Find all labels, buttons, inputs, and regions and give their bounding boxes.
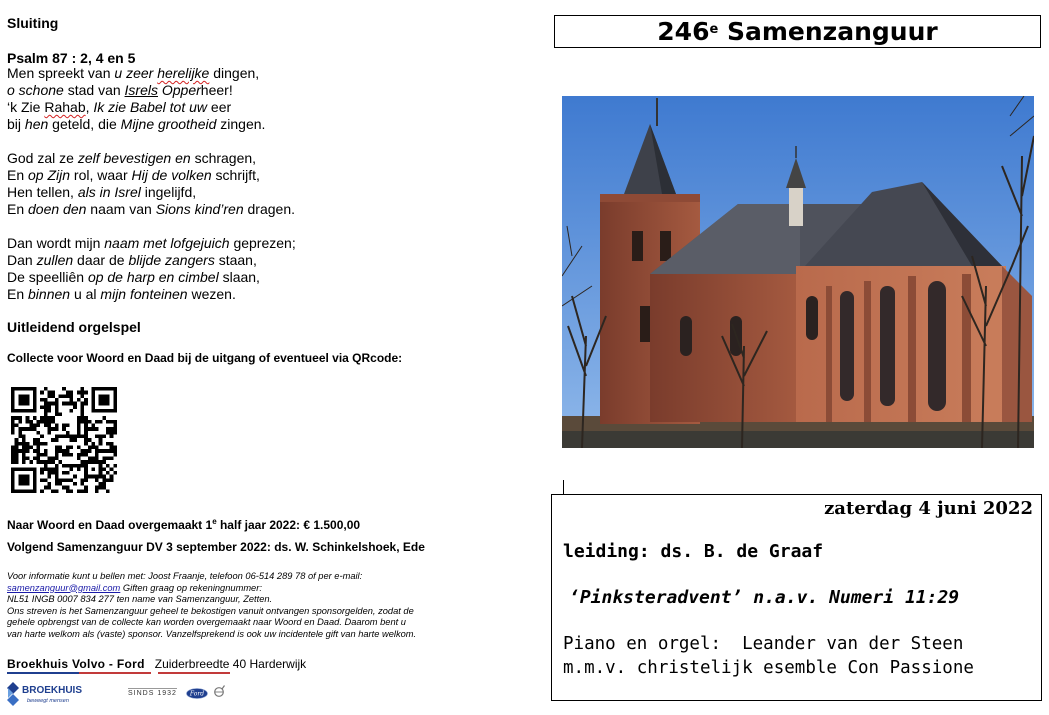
psalm-line (7, 99, 265, 116)
psalm-segment: rol, waar (70, 167, 132, 183)
psalm-segment: geteld, die (48, 116, 121, 132)
psalm-segment: Dan wordt mijn (7, 235, 105, 251)
overgemaakt-sup: e (212, 517, 217, 526)
psalm-segment: Hij de volken (131, 167, 212, 183)
info-block (7, 571, 416, 640)
psalm-segment: geprezen; (229, 235, 296, 251)
psalm-segment: heer! (200, 82, 233, 98)
info-line-3: NL51 INGB 0007 834 277 ten name van Samenzanguur, Zetten. (7, 594, 273, 604)
psalm-segment: naam met lofgejuich (104, 235, 230, 251)
psalm-line (7, 286, 296, 303)
overgemaakt-pre: Naar Woord en Daad overgemaakt 1 (7, 518, 213, 532)
sponsor-line (7, 657, 306, 671)
qr-code-graphic (11, 387, 117, 493)
psalm-segment: binnen (28, 286, 71, 302)
psalm-segment: Sions kind’ren (155, 201, 244, 217)
ford-logo-graphic (186, 688, 208, 699)
info-line-1: Voor informatie kunt u bellen met: Joost Fraanje, telefoon 06-514 289 78 of per e-mail: (7, 571, 363, 581)
info-line-4: Ons streven is het Samenzanguur geheel te bekostigen vanuit ontvangen sponsorgelden, zodat de (7, 605, 414, 616)
psalm-line (7, 201, 295, 218)
psalm-segment: o schone (7, 82, 64, 98)
heading-orgelspel: Uitleidend orgelspel (7, 319, 141, 335)
broekhuis-text: BROEKHUIS (22, 685, 83, 696)
service-music (563, 632, 974, 680)
music-line-1: Piano en orgel: Leander van der Steen (563, 634, 964, 654)
psalm-line (7, 116, 265, 133)
info-line-5: gehele opbrengst van de collecte kan worden overgemaakt naar Woord en Daad. Daarom bent u (7, 617, 406, 627)
psalm-line (7, 65, 265, 82)
ford-logo-icon (186, 686, 208, 697)
psalm-segment: u al (70, 286, 101, 302)
psalm-segment: blijde zangers (128, 252, 215, 268)
psalm-segment: schragen, (190, 150, 257, 166)
psalm-segment: Rahab (44, 99, 86, 115)
psalm-segment: hen (24, 116, 49, 132)
church-photo (562, 96, 1034, 448)
service-theme: ‘Pinksteradvent’ n.a.v. Numeri 11:29 (569, 587, 960, 608)
volgend-samenzanguur: Volgend Samenzanguur DV 3 september 2022: ds. W. Schinkelshoek, Ede (7, 540, 425, 554)
service-info-box (551, 494, 1042, 701)
divider-mark (563, 480, 564, 494)
email-link[interactable]: samenzanguur@gmail.com (7, 582, 121, 593)
psalm-segment: Ik zie Babel tot uw (93, 99, 208, 115)
psalm-segment: op Zijn (28, 167, 71, 183)
psalm-segment: u zeer (114, 65, 158, 81)
psalm-segment: , (85, 99, 94, 115)
heading-sluiting: Sluiting (7, 15, 59, 31)
psalm-segment: naam van (86, 201, 156, 217)
info-line-6: van harte welkom als (vaste) sponsor. Vanzelfsprekend is ook uw incidentele gift van harte welkom. (7, 628, 417, 639)
psalm-segment: Men spreekt van (7, 65, 115, 81)
psalm-segment: De speelliên (7, 269, 88, 285)
psalm-title: Psalm 87 : 2, 4 en 5 (7, 50, 136, 66)
collecte-text: Collecte voor Woord en Daad bij de uitgang of eventueel via QRcode: (7, 351, 403, 365)
psalm-segment: Dan (7, 252, 37, 268)
psalm-segment: eer (207, 99, 232, 115)
psalm-segment: mijn fonteinen (100, 286, 188, 302)
psalm-segment: schrijft, (211, 167, 260, 183)
psalm-segment: stad van (63, 82, 125, 98)
psalm-segment: bij (7, 116, 25, 132)
psalm-segment: doen den (28, 201, 87, 217)
info-line-2-post: Giften graag op rekeningnummer: (120, 582, 262, 593)
ford-text: Ford (189, 690, 205, 698)
broekhuis-tagline: beweegt mensen (27, 698, 69, 704)
info-line-2 (7, 583, 416, 595)
church-illustration (562, 96, 1034, 448)
sponsor-address: Zuiderbreedte 40 Harderwijk (154, 657, 307, 671)
psalm-segment: ingelijfd, (140, 184, 197, 200)
psalm-segment: En (7, 201, 29, 217)
psalm-segment: Opper (161, 82, 201, 98)
psalm-segment: als in Isrel (77, 184, 141, 200)
psalm-segment: dingen, (209, 65, 260, 81)
page-title (554, 15, 1041, 48)
psalm-line (7, 269, 296, 286)
title-sup: e (709, 22, 719, 37)
sponsor-underline (7, 672, 151, 674)
psalm-stanza-1 (7, 65, 265, 133)
broekhuis-logo-icon (7, 680, 97, 708)
psalm-segment: wezen. (187, 286, 236, 302)
psalm-segment: God zal ze (7, 150, 78, 166)
title-text: Samenzanguur (718, 17, 938, 46)
psalm-segment: slaan, (218, 269, 260, 285)
volvo-logo-icon (213, 684, 225, 698)
sponsor-underline-2 (158, 672, 230, 674)
psalm-line (7, 184, 295, 201)
overgemaakt-post: half jaar 2022: € 1.500,00 (216, 518, 361, 532)
psalm-stanza-3 (7, 235, 296, 303)
psalm-stanza-2 (7, 150, 295, 218)
psalm-line (7, 167, 295, 184)
psalm-segment: Isrels (124, 82, 158, 98)
psalm-segment: zelf bevestigen en (77, 150, 191, 166)
psalm-line (7, 235, 296, 252)
psalm-line (7, 252, 296, 269)
psalm-segment: daar de (73, 252, 129, 268)
music-line-2: m.m.v. christelijk esemble Con Passione (563, 658, 974, 678)
broekhuis-logo-graphic (7, 680, 97, 708)
psalm-segment: ‘k Zie (7, 99, 45, 115)
volvo-logo-graphic (213, 684, 225, 698)
psalm-segment: Mijne grootheid (120, 116, 217, 132)
psalm-segment: En (7, 286, 29, 302)
psalm-segment: zullen (36, 252, 74, 268)
sinds-text: SINDS 1932 (128, 690, 177, 697)
psalm-segment: zingen. (216, 116, 266, 132)
psalm-line (7, 82, 265, 99)
qr-code-icon[interactable] (11, 387, 117, 493)
psalm-segment: En (7, 167, 29, 183)
psalm-segment: op de harp en cimbel (87, 269, 219, 285)
sponsor-name: Broekhuis Volvo - Ford (7, 657, 145, 671)
overgemaakt-text (7, 517, 360, 532)
service-date: zaterdag 4 juni 2022 (824, 498, 1033, 519)
psalm-segment: dragen. (243, 201, 295, 217)
title-number: 246 (657, 17, 710, 46)
psalm-segment: staan, (214, 252, 257, 268)
psalm-segment: Hen tellen, (7, 184, 78, 200)
psalm-line (7, 150, 295, 167)
psalm-segment: herelijke (157, 65, 210, 81)
service-leiding: leiding: ds. B. de Graaf (563, 541, 824, 562)
